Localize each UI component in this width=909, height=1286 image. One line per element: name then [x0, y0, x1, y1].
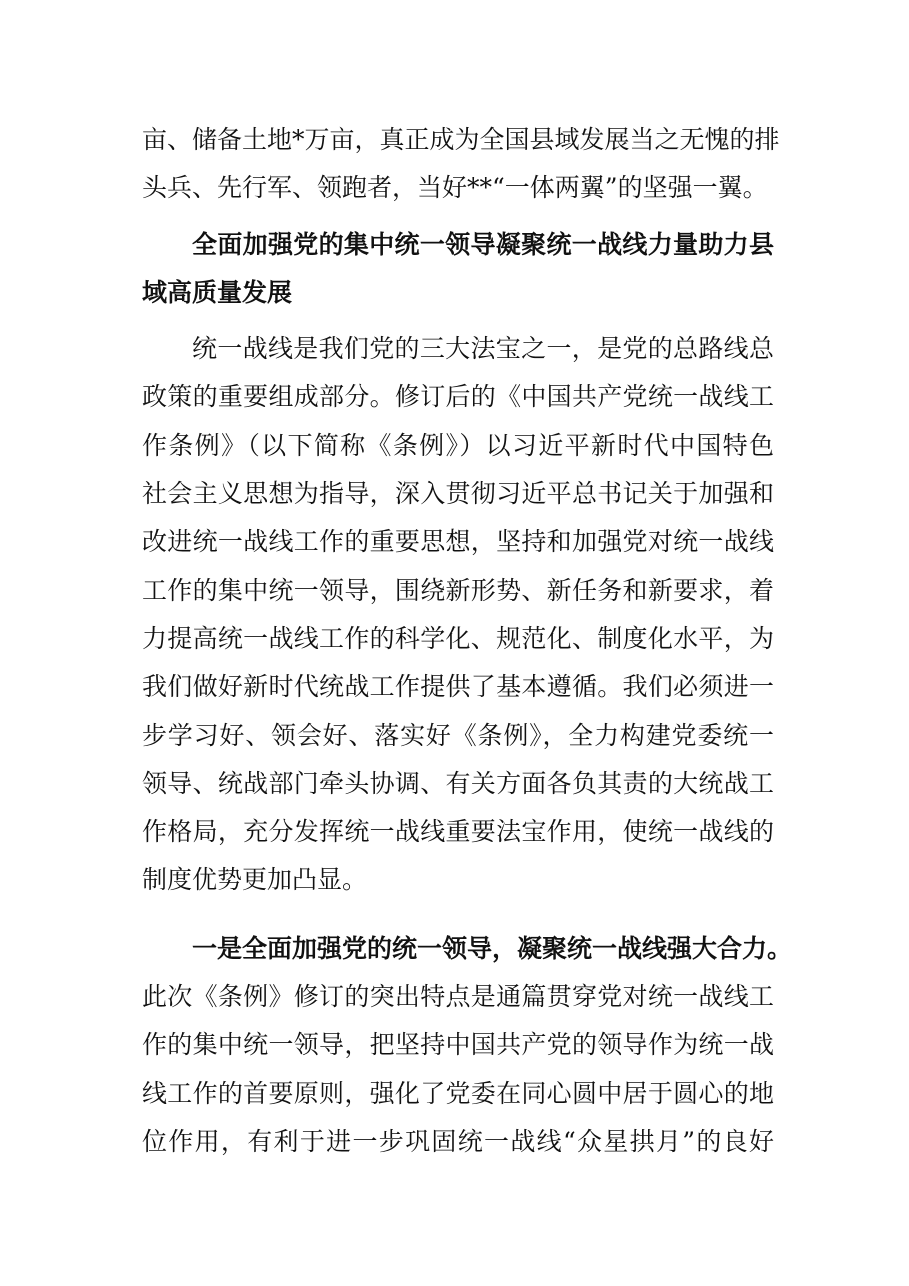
text-line: 亩、储备土地*万亩，真正成为全国县域发展当之无愧的排 — [142, 125, 780, 154]
heading-line: 全面加强党的集中统一领导凝聚统一战线力量助力县 — [192, 229, 774, 259]
text-line: 改进统一战线工作的重要思想，坚持和加强党对统一战线 — [142, 527, 774, 557]
text-line: 线工作的首要原则，强化了党委在同心圆中居于圆心的地 — [142, 1078, 774, 1108]
text-line: 领导、统战部门牵头协调、有关方面各负其责的大统战工 — [142, 768, 774, 798]
text-line: 位作用，有利于进一步巩固统一战线“众星拱月”的良好 — [142, 1126, 774, 1156]
text-line: 此次《条例》修订的突出特点是通篇贯穿党对统一战线工 — [142, 982, 774, 1012]
text-line: 作条例》（以下简称《条例》）以习近平新时代中国特色 — [142, 430, 774, 460]
paragraph-point-one — [142, 925, 793, 1166]
paragraph-main — [142, 325, 774, 905]
section-heading — [142, 221, 774, 318]
document-body — [142, 116, 793, 1166]
paragraph-top — [142, 116, 780, 213]
text-line: 我们做好新时代统战工作提供了基本遵循。我们必须进一 — [142, 672, 774, 702]
heading-line: 域高质量发展 — [142, 277, 293, 307]
text-line: 作格局，充分发挥统一战线重要法宝作用，使统一战线的 — [142, 817, 774, 847]
text-line: 工作的集中统一领导，围绕新形势、新任务和新要求，着 — [142, 575, 774, 605]
text-line: 作的集中统一领导，把坚持中国共产党的领导作为统一战 — [142, 1030, 774, 1060]
text-line: 政策的重要组成部分。修订后的《中国共产党统一战线工 — [142, 382, 774, 412]
text-line: 头兵、先行军、领跑者，当好**“一体两翼”的坚强一翼。 — [142, 173, 768, 203]
text-line: 统一战线是我们党的三大法宝之一，是党的总路线总 — [192, 334, 774, 364]
text-line: 制度优势更加凸显。 — [142, 865, 368, 895]
text-line: 步学习好、领会好、落实好《条例》，全力构建党委统一 — [142, 720, 774, 750]
text-line: 社会主义思想为指导，深入贯彻习近平总书记关于加强和 — [142, 479, 774, 509]
text-line: 力提高统一战线工作的科学化、规范化、制度化水平，为 — [142, 623, 774, 653]
subheading-line: 一是全面加强党的统一领导，凝聚统一战线强大合力。 — [192, 933, 793, 963]
